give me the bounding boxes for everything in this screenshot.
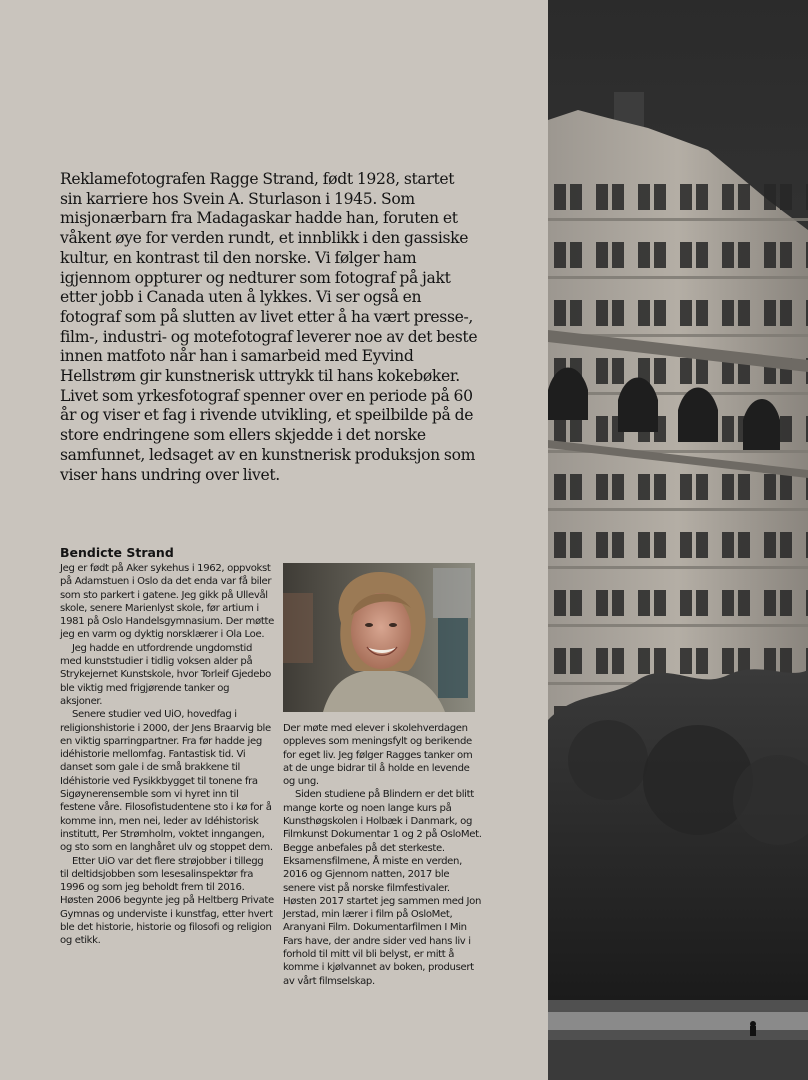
biography-column-2 xyxy=(283,722,483,988)
intro-text: Reklamefotografen Ragge Strand, født 1928, startet sin karriere hos Svein A. Sturlason i 1945. Som misjonærbarn fra Madagaskar hadde han, foruten et våkent øye for verden rundt, et innblikk i den gassiske kultur, en kontrast til den norske. Vi følger ham igjennom oppturer og nedturer som fotograf på jakt etter jobb i Canada uten å lykkes. Vi ser også en fotograf som på slutten av livet etter å ha vært presse-, film-, industri- og motefotograf leverer noe av det beste innen matfoto når han i samarbeid med Eyvind Hellstrøm gir kunstnerisk uttrykk til hans kokebøker. Livet som yrkesfotograf spenner over en periode på 60 år og viser et fag i rivende utvikling, et speilbilde på de store endringene som ellers skjedde i det norske samfunnet, ledsaget av en kunstnerisk produksjon som viser hans undring over livet. xyxy=(60,170,478,484)
building-image xyxy=(548,0,808,1080)
bio-paragraph: Etter UiO var det flere strøjobber i tillegg til deltidsjobben som lesesalinspektør fra 1996 og som jeg beholdt frem til 2016. Høsten 2006 begynte jeg på Heltberg Private Gymnas og underviste i kunstfag, etter hvert ble det historie, historie og filosofi og religion og etikk. xyxy=(60,855,274,947)
bio-paragraph: Jeg er født på Aker sykehus i 1962, oppvokst på Adamstuen i Oslo da det enda var få biler som sto parkert i gatene. Jeg gikk på Ullevål skole, senere Marienlyst skole, før artium i 1981 på Oslo Handelsgymnasium. Der møtte jeg en varm og dyktig norsklærer i Ola Loe. xyxy=(60,563,274,641)
biography-column-1 xyxy=(60,562,274,948)
bio-paragraph: Der møte med elever i skolehverdagen oppleves som meningsfylt og berikende for eget liv. Jeg følger Ragges tanker om at de unge bidrar til å holde en levende og ung. xyxy=(283,723,473,788)
bio-paragraph: Senere studier ved UiO, hovedfag i religionshistorie i 2000, der Jens Braarvig ble en viktig sparringpartner. Fra før hadde jeg idéhistorie mellomfag. Fantastisk tid. Vi danset som gale i de små brakkene til Idéhistorie ved Fysikkbygget til tonene fra Sigøynerensemble som vi hyret inn til festene våre. Filosofistudentene sto i kø for å komme inn, men nei, leder av Idéhistorisk institutt, Per Strømholm, voktet inngangen, og sto som en langhåret ulv og stoppet dem. xyxy=(60,709,273,854)
intro-paragraph xyxy=(60,170,480,485)
author-name: Bendicte Strand xyxy=(60,545,174,560)
author-portrait xyxy=(283,563,475,712)
bio-paragraph: Siden studiene på Blindern er det blitt mange korte og noen lange kurs på Kunsthøgskolen i Holbæk i Danmark, og Filmkunst Dokumentar 1 og 2 på OsloMet. Begge anbefales på det sterkeste. Eksamensfilmene, Å miste en verden, 2016 og Gjennom natten, 2017 ble senere vist på norske filmfestivaler. Høsten 2017 startet jeg sammen med Jon Jerstad, min lærer i film på OsloMet, Aranyani Film. Dokumentarfilmen I Min Fars have, der andre sider ved hans liv i forhold til mitt vil bli belyst, er mitt å komme i kjølvannet av boken, produsert av vårt filmselskap. xyxy=(283,789,482,987)
building-photo xyxy=(548,0,808,1080)
bio-paragraph: Jeg hadde en utfordrende ungdomstid med kunststudier i tidlig voksen alder på Strykejernet Kunstskole, hvor Torleif Gjedebo ble viktig med frigjørende tanker og aksjoner. xyxy=(60,642,271,707)
portrait-image xyxy=(283,563,475,712)
